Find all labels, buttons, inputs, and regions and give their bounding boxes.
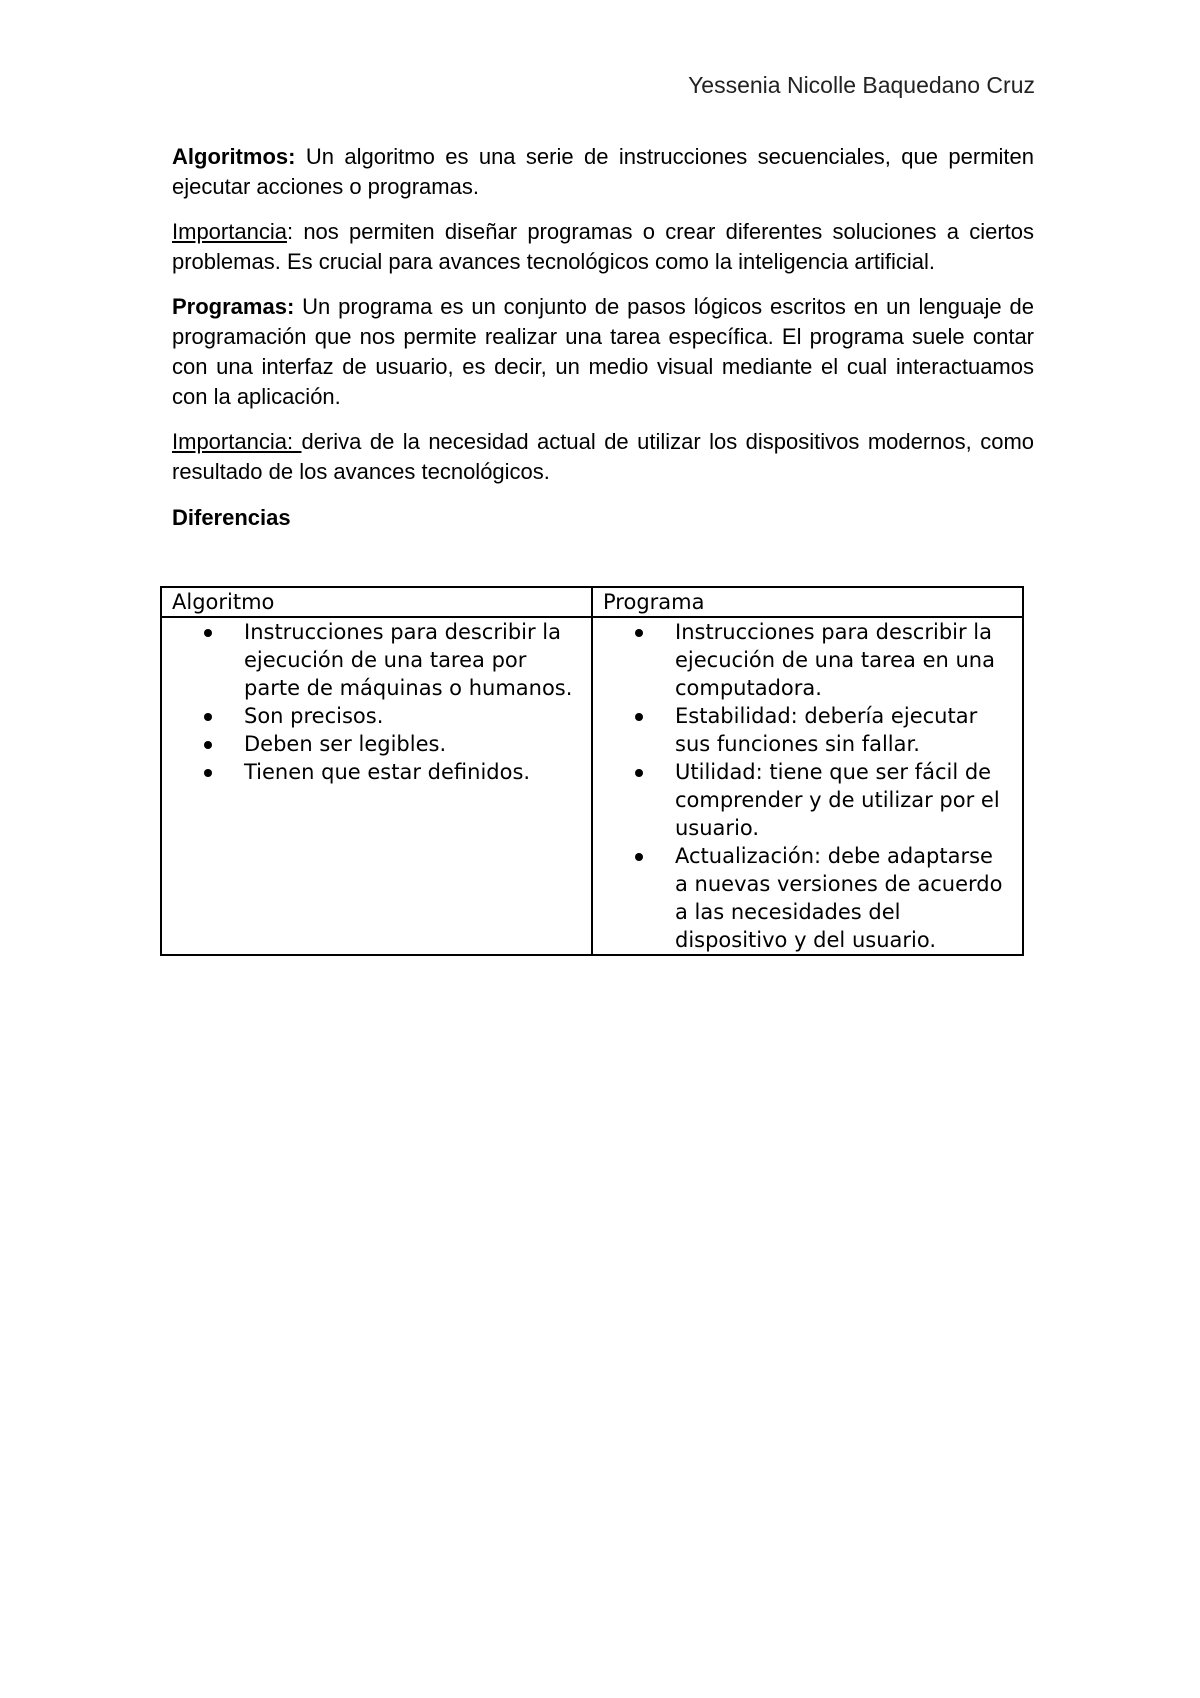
section-heading-diferencias: Diferencias [172, 505, 291, 530]
list-item [244, 618, 581, 702]
bullet-icon [204, 741, 212, 749]
author-name: Yessenia Nicolle Baquedano Cruz [688, 72, 1035, 98]
list-item-text: Utilidad: tiene que ser fácil de comprender y de utilizar por el usuario. [675, 760, 1000, 840]
algoritmo-list [172, 618, 581, 786]
list-item [675, 702, 1012, 758]
list-item-text: Tienen que estar definidos. [244, 760, 531, 784]
list-item-text: Instrucciones para describir la ejecución de una tarea por parte de máquinas o humanos. [244, 620, 573, 700]
list-item [675, 758, 1012, 842]
list-item [244, 758, 581, 786]
bullet-icon [204, 629, 212, 637]
term-programas: Programas: [172, 294, 295, 319]
bullet-icon [635, 769, 643, 777]
programa-cell [592, 617, 1023, 955]
definition-algoritmos: Un algoritmo es una serie de instrucciones secuenciales, que permiten ejecutar acciones o programas. [172, 144, 1034, 199]
definition-programas: Un programa es un conjunto de pasos lógicos escritos en un lenguaje de programación que nos permite realizar una tarea específica. El programa suele contar con una interfaz de usuario, es decir, un medio visual mediante el cual interactuamos con la aplicación. [172, 294, 1034, 409]
paragraph-algoritmos [172, 142, 1034, 202]
bullet-icon [204, 713, 212, 721]
algoritmo-cell [161, 617, 592, 955]
document-body [172, 142, 1034, 542]
list-item [244, 730, 581, 758]
programa-list [603, 618, 1012, 954]
list-item [675, 842, 1012, 954]
bullet-icon [635, 853, 643, 861]
paragraph-programas [172, 292, 1034, 412]
bullet-icon [204, 769, 212, 777]
list-item [244, 702, 581, 730]
bullet-icon [635, 629, 643, 637]
list-item-text: Actualización: debe adaptarse a nuevas versiones de acuerdo a las necesidades del dispositivo y del usuario. [675, 844, 1003, 952]
differences-table [160, 586, 1024, 956]
list-item-text: Estabilidad: debería ejecutar sus funciones sin fallar. [675, 704, 978, 756]
term-importancia: Importancia: [172, 429, 302, 454]
table-row [161, 617, 1023, 955]
column-header-algoritmo: Algoritmo [161, 587, 592, 617]
column-header-programa: Programa [592, 587, 1023, 617]
table-header-row [161, 587, 1023, 617]
paragraph-importancia-algoritmos [172, 217, 1034, 277]
list-item-text: Instrucciones para describir la ejecución de una tarea en una computadora. [675, 620, 995, 700]
list-item [675, 618, 1012, 702]
term-importancia: Importancia [172, 219, 287, 244]
list-item-text: Deben ser legibles. [244, 732, 447, 756]
definition-importancia: deriva de la necesidad actual de utilizar los dispositivos modernos, como resultado de los avances tecnológicos. [172, 429, 1035, 484]
list-item-text: Son precisos. [244, 704, 384, 728]
bullet-icon [635, 713, 643, 721]
definition-importancia: : nos permiten diseñar programas o crear diferentes soluciones a ciertos problemas. Es crucial para avances tecnológicos como la inteligencia artificial. [172, 219, 1034, 274]
paragraph-importancia-programas [172, 427, 1034, 487]
term-algoritmos: Algoritmos: [172, 144, 296, 169]
